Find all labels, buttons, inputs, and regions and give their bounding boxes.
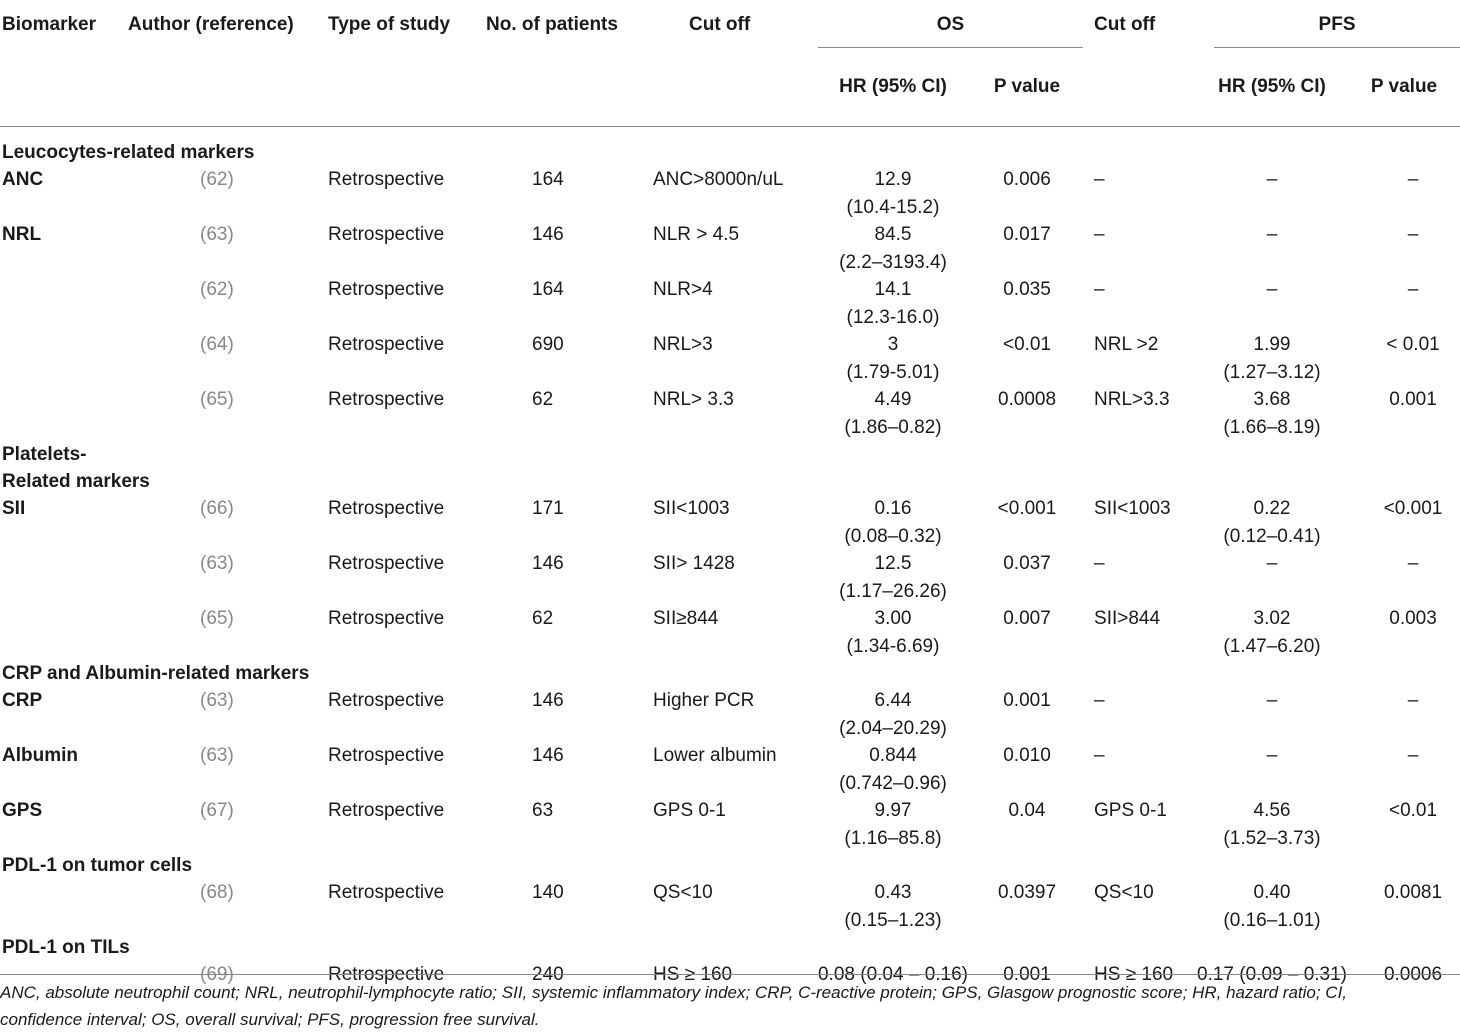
hr-pfs-ci: (1.27–3.12)	[1223, 361, 1321, 383]
biomarker-cell: ANC	[2, 169, 44, 190]
biomarker-cell: SII	[2, 498, 26, 519]
hr-pfs-value: 1.99	[1253, 334, 1291, 355]
hr-os-ci: (0.742–0.96)	[839, 772, 947, 794]
reference-cell: (63)	[200, 745, 234, 766]
p-os-cell: 0.035	[1003, 279, 1051, 300]
section-title-text-2: Related markers	[2, 471, 150, 492]
patients-cell: 164	[532, 169, 564, 190]
hr-pfs-ci: (0.16–1.01)	[1223, 909, 1321, 931]
p-pfs-cell: 0.0081	[1383, 882, 1443, 903]
cutoff-pfs-cell: –	[1094, 690, 1105, 711]
hr-pfs-value: –	[1266, 224, 1278, 245]
section-header-row	[0, 660, 1460, 687]
biomarker-cell: NRL	[2, 224, 42, 245]
p-pfs-cell: –	[1407, 224, 1419, 245]
hr-pfs-cell	[1196, 605, 1348, 660]
table-row	[0, 797, 1460, 852]
p-os-cell: 0.006	[1003, 169, 1051, 190]
study-type-cell: Retrospective	[328, 800, 445, 821]
cutoff-os-cell: SII> 1428	[653, 553, 735, 574]
reference-cell: (63)	[200, 553, 234, 574]
reference-cell: (66)	[200, 498, 234, 519]
hr-os-cell	[818, 550, 968, 605]
reference-cell: (62)	[200, 279, 234, 300]
table-row	[0, 687, 1460, 742]
cutoff-os-cell: QS<10	[653, 882, 713, 903]
cutoff-os-cell: Lower albumin	[653, 745, 777, 766]
hr-pfs-cell	[1196, 276, 1348, 331]
table-row	[0, 879, 1460, 934]
hr-os-ci: (1.86–0.82)	[844, 416, 942, 438]
table-footnote	[0, 974, 1460, 1033]
section-title	[0, 139, 1460, 166]
hr-os-cell	[818, 276, 968, 331]
cutoff-os-cell: Higher PCR	[653, 690, 755, 711]
patients-cell: 62	[532, 389, 554, 410]
biomarker-cell	[0, 879, 128, 934]
reference-cell: (62)	[200, 169, 234, 190]
biomarker-cell: CRP	[2, 690, 43, 711]
header-cutoff-pfs: Cut off	[1094, 14, 1156, 35]
hr-os-cell	[818, 797, 968, 852]
patients-cell: 171	[532, 498, 564, 519]
table-body	[0, 139, 1460, 989]
header-p-pfs: P value	[1370, 76, 1438, 97]
cutoff-os-cell: GPS 0-1	[653, 800, 726, 821]
p-os-cell: 0.010	[1003, 745, 1051, 766]
reference-cell: (65)	[200, 608, 234, 629]
p-os-cell: 0.001	[1003, 964, 1051, 985]
cutoff-os-cell: SII<1003	[653, 498, 730, 519]
hr-os-ci: (1.16–85.8)	[844, 827, 942, 849]
cutoff-pfs-cell: GPS 0-1	[1094, 800, 1167, 821]
study-type-cell: Retrospective	[328, 964, 445, 985]
p-os-cell: 0.04	[1008, 800, 1046, 821]
hr-os-ci: (12.3-16.0)	[846, 306, 940, 328]
cutoff-os-cell: SII≥844	[653, 608, 719, 629]
p-os-cell: 0.001	[1003, 690, 1051, 711]
cutoff-os-cell: ANC>8000n/uL	[653, 169, 784, 190]
p-os-cell: 0.0397	[997, 882, 1057, 903]
p-pfs-cell: –	[1407, 690, 1419, 711]
header-pfs: PFS	[1214, 14, 1460, 48]
reference-cell: (67)	[200, 800, 234, 821]
table-row	[0, 605, 1460, 660]
hr-pfs-value: –	[1266, 745, 1278, 766]
header-os: OS	[818, 14, 1083, 48]
hr-pfs-ci: (1.52–3.73)	[1223, 827, 1321, 849]
hr-pfs-value: 0.17 (0.09 – 0.31)	[1197, 964, 1348, 985]
p-os-cell: 0.0008	[997, 389, 1057, 410]
section-title-text: PDL-1 on tumor cells	[2, 855, 193, 876]
hr-os-cell	[818, 495, 968, 550]
hr-os-ci: (1.79-5.01)	[846, 361, 940, 383]
hr-os-cell	[818, 166, 968, 221]
hr-pfs-ci: (1.66–8.19)	[1223, 416, 1321, 438]
section-header-row	[0, 139, 1460, 166]
patients-cell: 240	[532, 964, 564, 985]
table-row	[0, 221, 1460, 276]
table-row	[0, 386, 1460, 441]
table-row	[0, 331, 1460, 386]
header-biomarker: Biomarker	[2, 14, 96, 35]
reference-cell: (64)	[200, 334, 234, 355]
study-type-cell: Retrospective	[328, 279, 445, 300]
biomarker-cell	[0, 550, 128, 605]
hr-os-value: 9.97	[874, 800, 912, 821]
p-pfs-cell: <0.001	[1383, 498, 1443, 519]
hr-os-ci: (1.34-6.69)	[846, 635, 940, 657]
table-row	[0, 276, 1460, 331]
hr-os-ci: (10.4-15.2)	[846, 196, 940, 218]
table-row	[0, 166, 1460, 221]
hr-os-value: 14.1	[874, 279, 912, 300]
hr-os-value: 6.44	[874, 690, 912, 711]
section-title-text: CRP and Albumin-related markers	[2, 663, 310, 684]
p-pfs-cell: –	[1407, 169, 1419, 190]
cutoff-os-cell: NLR > 4.5	[653, 224, 740, 245]
p-pfs-cell: 0.003	[1389, 608, 1437, 629]
hr-os-value: 3	[887, 334, 899, 355]
study-type-cell: Retrospective	[328, 224, 445, 245]
p-pfs-cell: 0.0006	[1383, 964, 1443, 985]
table-header	[0, 0, 1460, 139]
cutoff-pfs-cell: SII>844	[1094, 608, 1161, 629]
patients-cell: 146	[532, 745, 564, 766]
hr-os-cell	[818, 386, 968, 441]
hr-pfs-cell	[1196, 166, 1348, 221]
p-pfs-cell: –	[1407, 279, 1419, 300]
hr-pfs-cell	[1196, 221, 1348, 276]
hr-pfs-cell	[1196, 797, 1348, 852]
cutoff-pfs-cell: QS<10	[1094, 882, 1154, 903]
p-pfs-cell: –	[1407, 553, 1419, 574]
section-header-row	[0, 441, 1460, 495]
biomarker-cell	[0, 386, 128, 441]
reference-cell: (63)	[200, 690, 234, 711]
section-title-text: Leucocytes-related markers	[2, 142, 255, 163]
table-row	[0, 495, 1460, 550]
section-title	[0, 852, 1460, 879]
study-type-cell: Retrospective	[328, 389, 445, 410]
study-type-cell: Retrospective	[328, 690, 445, 711]
hr-pfs-value: –	[1266, 690, 1278, 711]
header-patients: No. of patients	[486, 14, 618, 35]
biomarker-cell: GPS	[2, 800, 43, 821]
hr-os-value: 0.08 (0.04 – 0.16)	[818, 964, 968, 985]
hr-os-value: 0.16	[874, 498, 912, 519]
section-header-row	[0, 934, 1460, 961]
p-os-cell: 0.017	[1003, 224, 1051, 245]
patients-cell: 164	[532, 279, 564, 300]
hr-pfs-cell	[1196, 687, 1348, 742]
section-header-row	[0, 852, 1460, 879]
cutoff-pfs-cell: –	[1094, 745, 1105, 766]
hr-os-value: 4.49	[874, 389, 912, 410]
hr-pfs-cell	[1196, 386, 1348, 441]
hr-os-value: 3.00	[874, 608, 912, 629]
patients-cell: 146	[532, 553, 564, 574]
hr-os-cell	[818, 687, 968, 742]
cutoff-pfs-cell: SII<1003	[1094, 498, 1171, 519]
header-study-type: Type of study	[328, 14, 451, 35]
table-row	[0, 742, 1460, 797]
patients-cell: 146	[532, 224, 564, 245]
hr-pfs-cell	[1196, 742, 1348, 797]
patients-cell: 63	[532, 800, 554, 821]
hr-pfs-ci: (0.12–0.41)	[1223, 525, 1321, 547]
hr-pfs-cell	[1196, 550, 1348, 605]
hr-os-ci: (0.15–1.23)	[844, 909, 942, 931]
hr-os-cell	[818, 742, 968, 797]
hr-pfs-value: –	[1266, 553, 1278, 574]
p-pfs-cell: <0.01	[1388, 800, 1438, 821]
header-hr-pfs: HR (95% CI)	[1218, 76, 1326, 97]
cutoff-pfs-cell: NRL>3.3	[1094, 389, 1170, 410]
study-type-cell: Retrospective	[328, 882, 445, 903]
hr-pfs-cell	[1196, 879, 1348, 934]
cutoff-pfs-cell: –	[1094, 553, 1105, 574]
hr-pfs-value: –	[1266, 169, 1278, 190]
hr-pfs-cell	[1196, 495, 1348, 550]
hr-os-value: 12.9	[874, 169, 912, 190]
header-p-os: P value	[993, 76, 1061, 97]
hr-os-value: 0.43	[874, 882, 912, 903]
p-os-cell: 0.037	[1003, 553, 1051, 574]
study-type-cell: Retrospective	[328, 745, 445, 766]
hr-os-cell	[818, 879, 968, 934]
biomarker-cell	[0, 605, 128, 660]
p-os-cell: 0.007	[1003, 608, 1051, 629]
header-hr-os: HR (95% CI)	[839, 76, 947, 97]
hr-os-value: 12.5	[874, 553, 912, 574]
cutoff-os-cell: NRL>3	[653, 334, 713, 355]
biomarker-cell	[0, 331, 128, 386]
hr-os-value: 0.844	[869, 745, 917, 766]
section-title-text: PDL-1 on TILs	[2, 937, 130, 958]
cutoff-pfs-cell: –	[1094, 169, 1105, 190]
cutoff-pfs-cell: NRL >2	[1094, 334, 1159, 355]
hr-os-cell	[818, 331, 968, 386]
hr-pfs-value: 3.68	[1253, 389, 1291, 410]
reference-cell: (65)	[200, 389, 234, 410]
cutoff-pfs-cell: –	[1094, 224, 1105, 245]
table-row	[0, 550, 1460, 605]
p-pfs-cell: 0.001	[1389, 389, 1437, 410]
study-type-cell: Retrospective	[328, 608, 445, 629]
hr-os-ci: (0.08–0.32)	[844, 525, 942, 547]
hr-os-ci: (1.17–26.26)	[839, 580, 947, 602]
hr-pfs-value: 3.02	[1253, 608, 1291, 629]
reference-cell: (63)	[200, 224, 234, 245]
study-type-cell: Retrospective	[328, 169, 445, 190]
patients-cell: 146	[532, 690, 564, 711]
section-title	[0, 441, 1460, 495]
hr-os-cell	[818, 221, 968, 276]
p-pfs-cell: –	[1407, 745, 1419, 766]
hr-pfs-value: –	[1266, 279, 1278, 300]
p-os-cell: <0.01	[1002, 334, 1052, 355]
cutoff-os-cell: NLR>4	[653, 279, 713, 300]
section-title	[0, 660, 1460, 687]
biomarker-cell	[0, 276, 128, 331]
hr-os-ci: (2.04–20.29)	[839, 717, 947, 739]
patients-cell: 62	[532, 608, 554, 629]
cutoff-pfs-cell: –	[1094, 279, 1105, 300]
footnote-line-2: confidence interval; OS, overall survival; PFS, progression free survival.	[0, 1010, 540, 1029]
reference-cell: (69)	[200, 964, 234, 985]
p-os-cell: <0.001	[997, 498, 1057, 519]
biomarker-cell: Albumin	[2, 745, 78, 766]
header-cutoff-os: Cut off	[689, 14, 751, 35]
hr-pfs-value: 4.56	[1253, 800, 1291, 821]
hr-os-ci: (2.2–3193.4)	[839, 251, 947, 273]
hr-pfs-value: 0.40	[1253, 882, 1291, 903]
hr-pfs-value: 0.22	[1253, 498, 1291, 519]
patients-cell: 690	[532, 334, 564, 355]
patients-cell: 140	[532, 882, 564, 903]
hr-pfs-ci: (1.47–6.20)	[1223, 635, 1321, 657]
cutoff-os-cell: NRL> 3.3	[653, 389, 734, 410]
section-title-text: Platelets-	[2, 444, 87, 465]
footnote-line-1: ANC, absolute neutrophil count; NRL, neutrophil-lymphocyte ratio; SII, systemic inflammatory index; CRP, C-reactive protein; GPS, Glasgow prognostic score; HR, hazard ratio; CI,	[0, 983, 1348, 1002]
study-type-cell: Retrospective	[328, 334, 445, 355]
cutoff-pfs-cell: HS ≥ 160	[1094, 964, 1174, 985]
reference-cell: (68)	[200, 882, 234, 903]
header-author: Author (reference)	[128, 14, 294, 35]
p-pfs-cell: < 0.01	[1386, 334, 1440, 355]
study-type-cell: Retrospective	[328, 553, 445, 574]
study-type-cell: Retrospective	[328, 498, 445, 519]
hr-os-cell	[818, 605, 968, 660]
section-title	[0, 934, 1460, 961]
hr-pfs-cell	[1196, 331, 1348, 386]
hr-os-value: 84.5	[874, 224, 912, 245]
cutoff-os-cell: HS ≥ 160	[653, 964, 733, 985]
